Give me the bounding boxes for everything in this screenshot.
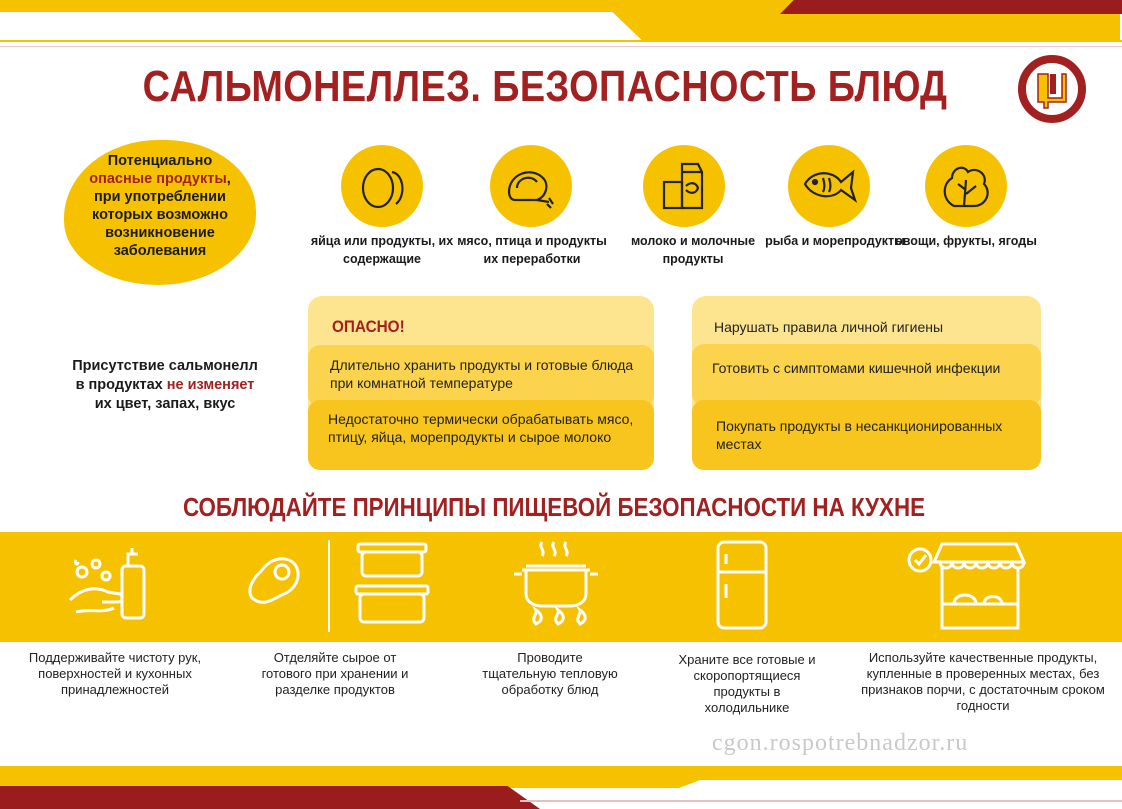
top-red-stripe <box>780 0 1122 14</box>
danger-right-item-2: Готовить с симптомами кишечной инфекции <box>712 360 1001 376</box>
blob-rest: при употреблении которых возможно возникновение заболевания <box>92 189 228 259</box>
danger-right-item-1: Нарушать правила личной гигиены <box>714 319 944 335</box>
blob-text <box>66 152 254 260</box>
danger-right-item-3: Покупать продукты в несанкционированных местах <box>716 418 1003 452</box>
band-divider <box>328 540 330 632</box>
top-divider <box>0 40 1122 42</box>
bottom-line <box>520 800 1122 802</box>
milk-icon <box>643 145 725 227</box>
blob-comma: , <box>226 171 231 187</box>
page-title: САЛЬМОНЕЛЛЕЗ. БЕЗОПАСНОСТЬ БЛЮД <box>142 62 948 111</box>
danger-heading: ОПАСНО! <box>332 317 405 336</box>
containers-icon <box>350 538 434 628</box>
presence-note <box>50 357 280 414</box>
presence-line-2: в продуктах <box>75 377 167 393</box>
blob-line-1: Потенциально <box>107 153 213 169</box>
danger-left-item-2: Недостаточно термически обрабатывать мясо, птицу, яйца, морепродукты и сырое молоко <box>328 411 634 445</box>
market-stall-icon <box>904 538 1028 632</box>
egg-icon <box>341 145 423 227</box>
fish-icon <box>788 145 870 227</box>
tip-fridge: Храните все готовые и скоропортящиеся продукты в холодильнике <box>678 652 816 715</box>
product-label-fish: рыба и морепродукты <box>765 234 905 248</box>
bottom-red-stripe <box>0 786 540 809</box>
principles-title: СОБЛЮДАЙТЕ ПРИНЦИПЫ ПИЩЕВОЙ БЕЗОПАСНОСТИ НА КУХНЕ <box>182 492 926 522</box>
danger-left-item-1: Длительно хранить продукты и готовые блюда при комнатной температуре <box>330 357 634 391</box>
product-label-meat: мясо, птица и продукты их переработки <box>457 234 607 266</box>
steak-icon <box>244 548 304 612</box>
watermark: cgon.rospotrebnadzor.ru <box>712 730 969 756</box>
fridge-icon <box>714 538 770 632</box>
bottom-stripe <box>0 766 1122 780</box>
presence-highlight: не изменяет <box>166 377 255 393</box>
tip-separate-raw: Отделяйте сырое от готового при хранении и разделке продуктов <box>261 650 409 697</box>
tip-hand-washing: Поддерживайте чистоту рук, поверхностей и кухонных принадлежностей <box>28 650 202 697</box>
meat-icon <box>490 145 572 227</box>
vegetables-icon <box>925 145 1007 227</box>
tip-heat-treatment: Проводите тщательную тепловую обработку блюд <box>482 650 618 697</box>
tip-quality-products: Используйте качественные продукты, купленные в проверенных местах, без признаков порчи, с достаточным сроком годности <box>861 650 1105 713</box>
product-label-eggs: яйца или продукты, их содержащие <box>310 234 454 266</box>
cooking-pot-icon <box>506 538 606 632</box>
hand-wash-icon <box>62 542 154 624</box>
presence-line-3: их цвет, запах, вкус <box>94 396 236 412</box>
presence-line-1: Присутствие сальмонелл <box>72 358 258 374</box>
logo-mark-icon <box>1034 70 1070 110</box>
product-label-milk: молоко и молочные продукты <box>630 234 756 266</box>
top-divider-2 <box>0 46 1122 47</box>
blob-highlight: опасные продукты <box>89 171 227 187</box>
product-label-vegetables: овощи, фрукты, ягоды <box>895 234 1037 248</box>
